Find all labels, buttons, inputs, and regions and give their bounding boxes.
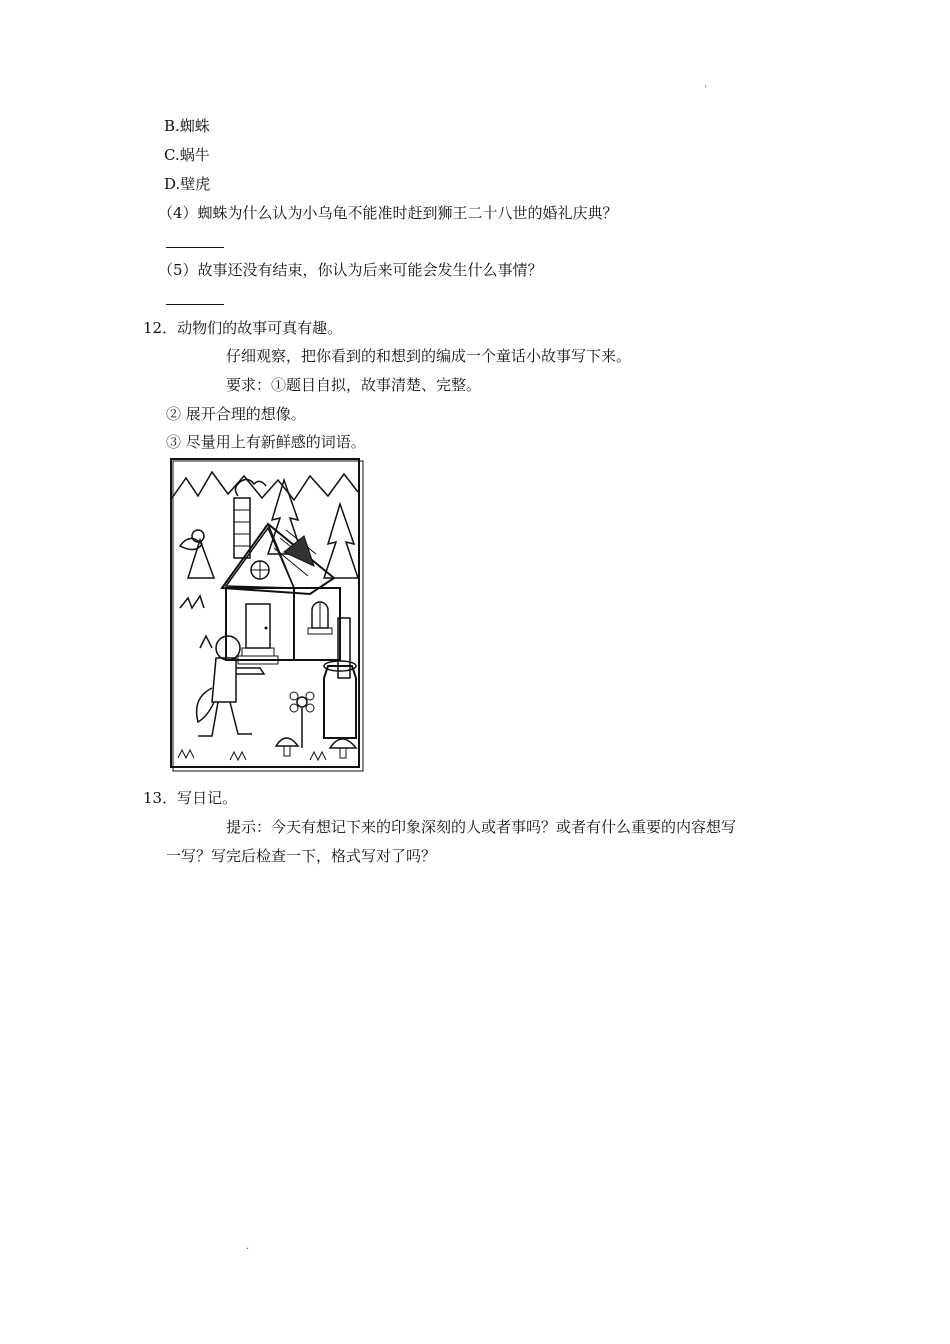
question-12-title: 12．动物们的故事可真有趣。 [143, 319, 343, 337]
footer-mark: · [246, 1244, 250, 1255]
question-13-hint-line-1: 提示：今天有想记下来的印象深刻的人或者事吗？或者有什么重要的内容想写 [226, 818, 737, 836]
house-illustration [170, 458, 378, 774]
question-13-hint-line-2: 一写？写完后检查一下，格式写对了吗？ [166, 847, 437, 865]
sub-question-5: （5）故事还没有结束，你认为后来可能会发生什么事情？ [158, 261, 543, 279]
header-mark: · [704, 82, 708, 93]
question-12-instruction: 仔细观察，把你看到的和想到的编成一个童话小故事写下来。 [226, 347, 632, 365]
answer-blank-4[interactable] [166, 247, 224, 248]
answer-blank-5[interactable] [166, 304, 224, 305]
sub-question-4: （4）蜘蛛为什么认为小乌龟不能准时赶到狮王二十八世的婚礼庆典？ [158, 204, 618, 222]
option-c: C.蜗牛 [164, 146, 210, 164]
question-13-title: 13．写日记。 [143, 789, 238, 807]
question-12-requirement-2: ② 展开合理的想像。 [166, 405, 306, 423]
option-d: D.壁虎 [164, 175, 211, 193]
question-12-requirement-3: ③ 尽量用上有新鲜感的词语。 [166, 433, 366, 451]
option-b: B.蜘蛛 [164, 117, 210, 135]
question-12-requirement-1: 要求：①题目自拟，故事清楚、完整。 [226, 376, 482, 394]
